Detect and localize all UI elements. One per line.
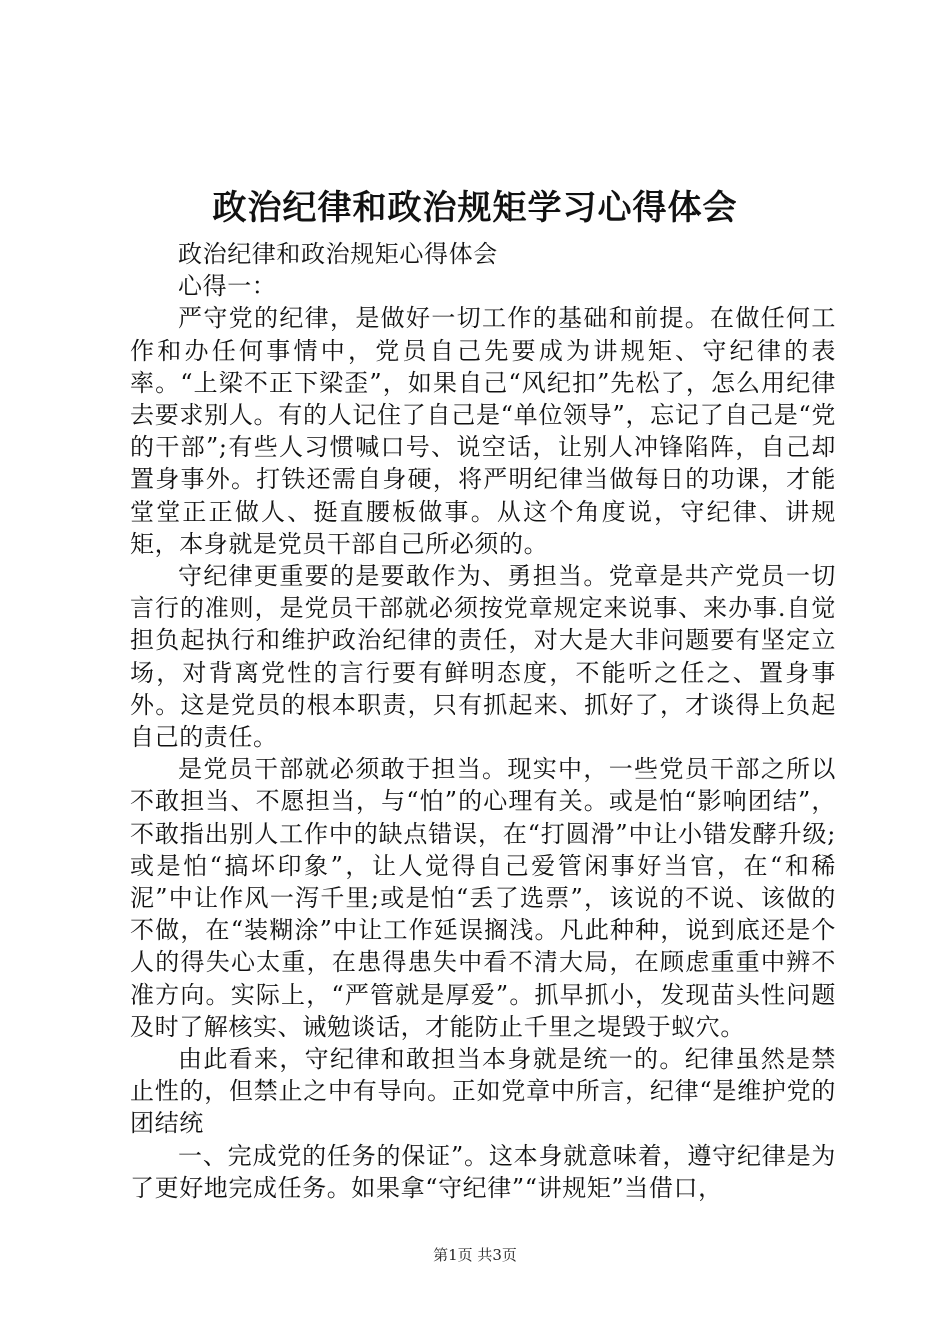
- page-footer: 第1页 共3页: [433, 1246, 517, 1264]
- body-paragraph: 严守党的纪律，是做好一切工作的基础和前提。在做任何工作和办任何事情中，党员自己先要成为讲规矩、守纪律的表率。“上梁不正下梁歪”，如果自己“风纪扣”先松了，怎么用纪律去要求别人。有的人记住了自己是“单位领导”，忘记了自己是“党的干部”;有些人习惯喊口号、说空话，让别人冲锋陷阵，自己却置身事外。打铁还需自身硬，将严明纪律当做每日的功课，才能堂堂正正做人、挺直腰板做事。从这个角度说，守纪律、讲规矩，本身就是党员干部自己所必须的。: [130, 304, 836, 558]
- document-title: 政治纪律和政治规矩学习心得体会: [212, 188, 738, 228]
- section-heading-paragraph: 心得一：: [178, 272, 277, 301]
- body-paragraph: 是党员干部就必须敢于担当。现实中，一些党员干部之所以不敢担当、不愿担当，与“怕”的心理有关。或是怕“影响团结”，不敢指出别人工作中的缺点错误，在“打圆滑”中让小错发酵升级;或是怕“搞坏印象”，让人觉得自己爱管闲事好当官，在“和稀泥”中让作风一泻千里;或是怕“丢了选票”，该说的不说、该做的不做，在“装糊涂”中让工作延误搁浅。凡此种种，说到底还是个人的得失心太重，在患得患失中看不清大局，在顾虑重重中辨不准方向。实际上，“严管就是厚爱”。抓早抓小，发现苗头性问题及时了解核实、诫勉谈话，才能防止千里之堤毁于蚁穴。: [130, 755, 836, 1041]
- body-paragraph: 由此看来，守纪律和敢担当本身就是统一的。纪律虽然是禁止性的，但禁止之中有导向。正如党章中所言，纪律“是维护党的团结统: [130, 1045, 836, 1138]
- document-body: [130, 238, 836, 1204]
- body-paragraph: 守纪律更重要的是要敢作为、勇担当。党章是共产党员一切言行的准则，是党员干部就必须按党章规定来说事、来办事.自觉担负起执行和维护政治纪律的责任，对大是大非问题要有坚定立场，对背离党性的言行要有鲜明态度，不能听之任之、置身事外。这是党员的根本职责，只有抓起来、抓好了，才谈得上负起自己的责任。: [130, 562, 836, 752]
- subtitle-paragraph: 政治纪律和政治规矩心得体会: [178, 240, 498, 268]
- body-paragraph: 一、完成党的任务的保证”。这本身就意味着，遵守纪律是为了更好地完成任务。如果拿“守纪律”“讲规矩”当借口，: [130, 1141, 836, 1202]
